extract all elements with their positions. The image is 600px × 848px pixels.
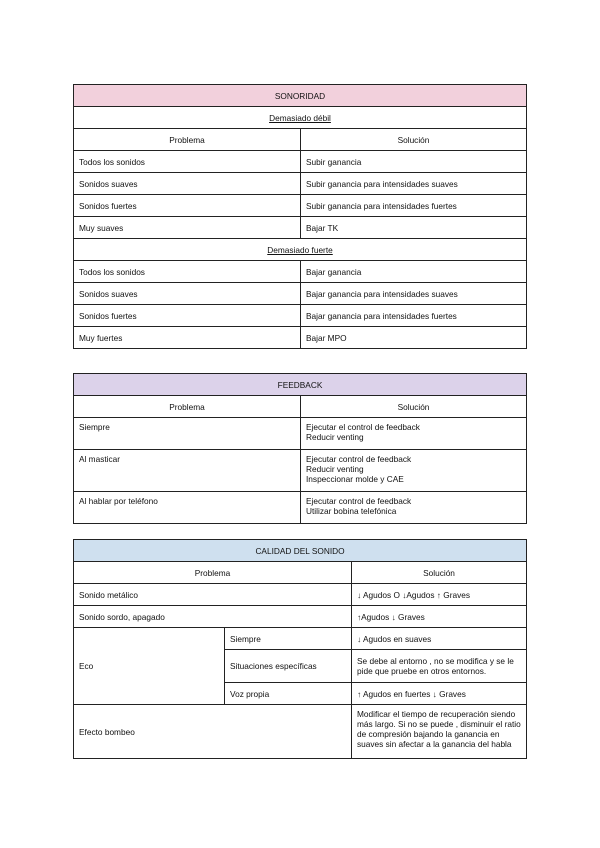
calidad-table — [73, 539, 527, 759]
solution-cell: Subir ganancia para intensidades suaves — [301, 173, 527, 195]
col-problem: Problema — [74, 129, 301, 151]
solution-cell — [301, 418, 527, 450]
col-problem: Problema — [74, 396, 301, 418]
problem-cell: Sonidos suaves — [74, 173, 301, 195]
problem-cell: Sonidos fuertes — [74, 195, 301, 217]
col-solution: Solución — [301, 396, 527, 418]
table-row — [74, 283, 527, 305]
solution-line: Inspeccionar molde y CAE — [306, 474, 404, 484]
solution-cell: ↓ Agudos O ↓Agudos ↑ Graves — [352, 584, 527, 606]
problem-cell: Al hablar por teléfono — [74, 492, 301, 524]
table-row — [74, 628, 527, 650]
solution-cell: Bajar ganancia — [301, 261, 527, 283]
solution-cell: Modificar el tiempo de recuperación siendo más largo. Si no se puede , disminuir el ratio de compresión bajando la ganancia en suaves sin afectar a la ganancia del habla — [352, 705, 527, 759]
sonoridad-table — [73, 84, 527, 349]
calidad-title: CALIDAD DEL SONIDO — [74, 540, 527, 562]
table-row — [74, 418, 527, 450]
solution-cell: ↑ Agudos en fuertes ↓ Graves — [352, 683, 527, 705]
problem-cell: Todos los sonidos — [74, 261, 301, 283]
problem-cell: Todos los sonidos — [74, 151, 301, 173]
solution-cell: Subir ganancia para intensidades fuertes — [301, 195, 527, 217]
solution-line: Ejecutar el control de feedback — [306, 422, 420, 432]
feedback-table — [73, 373, 527, 524]
table-row — [74, 305, 527, 327]
weak-heading: Demasiado débil — [269, 112, 331, 123]
problem-cell: Sonido metálico — [74, 584, 352, 606]
solution-line: Reducir venting — [306, 464, 364, 474]
feedback-title: FEEDBACK — [74, 374, 527, 396]
solution-cell: ↑Agudos ↓ Graves — [352, 606, 527, 628]
problem-cell: Siempre — [74, 418, 301, 450]
condition-cell: Voz propia — [225, 683, 352, 705]
solution-line: Ejecutar control de feedback — [306, 496, 412, 506]
table-row — [74, 173, 527, 195]
solution-cell: Bajar ganancia para intensidades fuertes — [301, 305, 527, 327]
solution-cell: Se debe al entorno , no se modifica y se le pide que pruebe en otros entornos. — [352, 650, 527, 683]
problem-cell: Al masticar — [74, 450, 301, 492]
sonoridad-title: SONORIDAD — [74, 85, 527, 107]
table-row — [74, 151, 527, 173]
problem-cell-eco: Eco — [74, 628, 225, 705]
solution-line: Utilizar bobina telefónica — [306, 506, 397, 516]
table-row — [74, 450, 527, 492]
solution-cell: Bajar ganancia para intensidades suaves — [301, 283, 527, 305]
problem-cell: Sonidos fuertes — [74, 305, 301, 327]
table-row — [74, 705, 527, 759]
table-row — [74, 195, 527, 217]
table-row — [74, 492, 527, 524]
solution-line: Reducir venting — [306, 432, 364, 442]
solution-cell — [301, 492, 527, 524]
table-row — [74, 261, 527, 283]
solution-cell: ↓ Agudos en suaves — [352, 628, 527, 650]
solution-cell: Bajar TK — [301, 217, 527, 239]
problem-cell: Sonido sordo, apagado — [74, 606, 352, 628]
solution-cell — [301, 450, 527, 492]
strong-heading: Demasiado fuerte — [267, 244, 333, 255]
solution-cell: Bajar MPO — [301, 327, 527, 349]
table-row — [74, 217, 527, 239]
solution-cell: Subir ganancia — [301, 151, 527, 173]
col-problem: Problema — [74, 562, 352, 584]
condition-cell: Siempre — [225, 628, 352, 650]
problem-cell: Muy suaves — [74, 217, 301, 239]
condition-cell: Situaciones específicas — [225, 650, 352, 683]
table-row — [74, 327, 527, 349]
table-row — [74, 584, 527, 606]
col-solution: Solución — [352, 562, 527, 584]
col-solution: Solución — [301, 129, 527, 151]
solution-line: Ejecutar control de feedback — [306, 454, 412, 464]
problem-cell: Sonidos suaves — [74, 283, 301, 305]
table-row — [74, 606, 527, 628]
problem-cell: Efecto bombeo — [74, 705, 352, 759]
problem-cell: Muy fuertes — [74, 327, 301, 349]
